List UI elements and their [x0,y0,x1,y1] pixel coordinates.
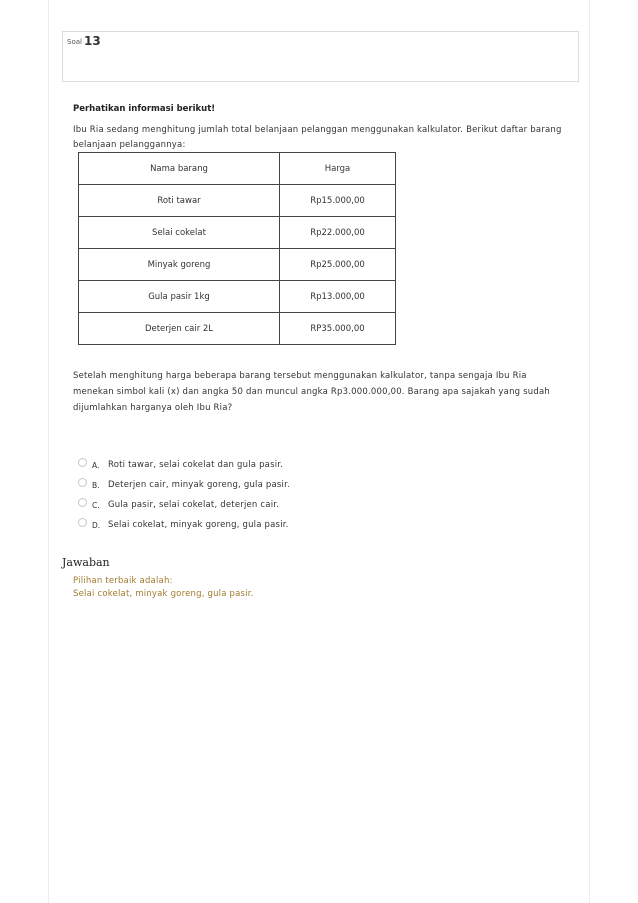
answer-explanation [73,575,254,601]
option-a[interactable] [78,455,290,475]
radio-button[interactable] [78,458,87,467]
table-row [79,281,396,313]
option-letter: B. [92,480,100,490]
item-name: Roti tawar [79,185,280,217]
item-price: RP35.000,00 [280,313,396,345]
item-price: Rp15.000,00 [280,185,396,217]
soal-label: Soal [67,38,82,46]
question-text: Setelah menghitung harga beberapa barang tersebut menggunakan kalkulator, tanpa sengaja Ibu Ria menekan simbol kali (x) dan angka 50 dan muncul angka Rp3.000.000,00. Barang apa sajakah yang sudah dijumlahkan harganya oleh Ibu Ria? [73,371,550,413]
table-row [79,217,396,249]
option-letter: D. [92,520,101,530]
item-price: Rp25.000,00 [280,249,396,281]
shopping-table [78,152,396,345]
soal-number: 13 [84,34,101,48]
item-name: Selai cokelat [79,217,280,249]
intro-text: Ibu Ria sedang menghitung jumlah total belanjaan pelanggan menggunakan kalkulator. Berikut daftar barang belanjaan pelanggannya: [73,125,562,150]
right-guide-line [589,0,590,903]
radio-button[interactable] [78,518,87,527]
item-name: Gula pasir 1kg [79,281,280,313]
question-header [62,31,579,82]
answer-heading: Jawaban [62,556,110,569]
item-name: Deterjen cair 2L [79,313,280,345]
option-text: Roti tawar, selai cokelat dan gula pasir. [108,460,284,470]
answer-intro: Pilihan terbaik adalah: [73,576,173,586]
table-row [79,185,396,217]
item-price: Rp22.000,00 [280,217,396,249]
option-text: Gula pasir, selai cokelat, deterjen cair. [108,500,280,510]
option-text: Selai cokelat, minyak goreng, gula pasir. [108,520,289,530]
column-header-price: Harga [280,153,396,185]
radio-button[interactable] [78,498,87,507]
option-b[interactable] [78,475,290,495]
intro-title: Perhatikan informasi berikut! [73,104,216,114]
option-letter: A. [92,460,100,470]
radio-button[interactable] [78,478,87,487]
answer-options [78,455,290,535]
option-text: Deterjen cair, minyak goreng, gula pasir. [108,480,290,490]
table-row [79,249,396,281]
column-header-name: Nama barang [79,153,280,185]
left-guide-line [48,0,49,903]
option-d[interactable] [78,515,290,535]
option-letter: C. [92,500,100,510]
table-header-row [79,153,396,185]
answer-value: Selai cokelat, minyak goreng, gula pasir. [73,589,254,599]
option-c[interactable] [78,495,290,515]
table-row [79,313,396,345]
item-name: Minyak goreng [79,249,280,281]
item-price: Rp13.000,00 [280,281,396,313]
